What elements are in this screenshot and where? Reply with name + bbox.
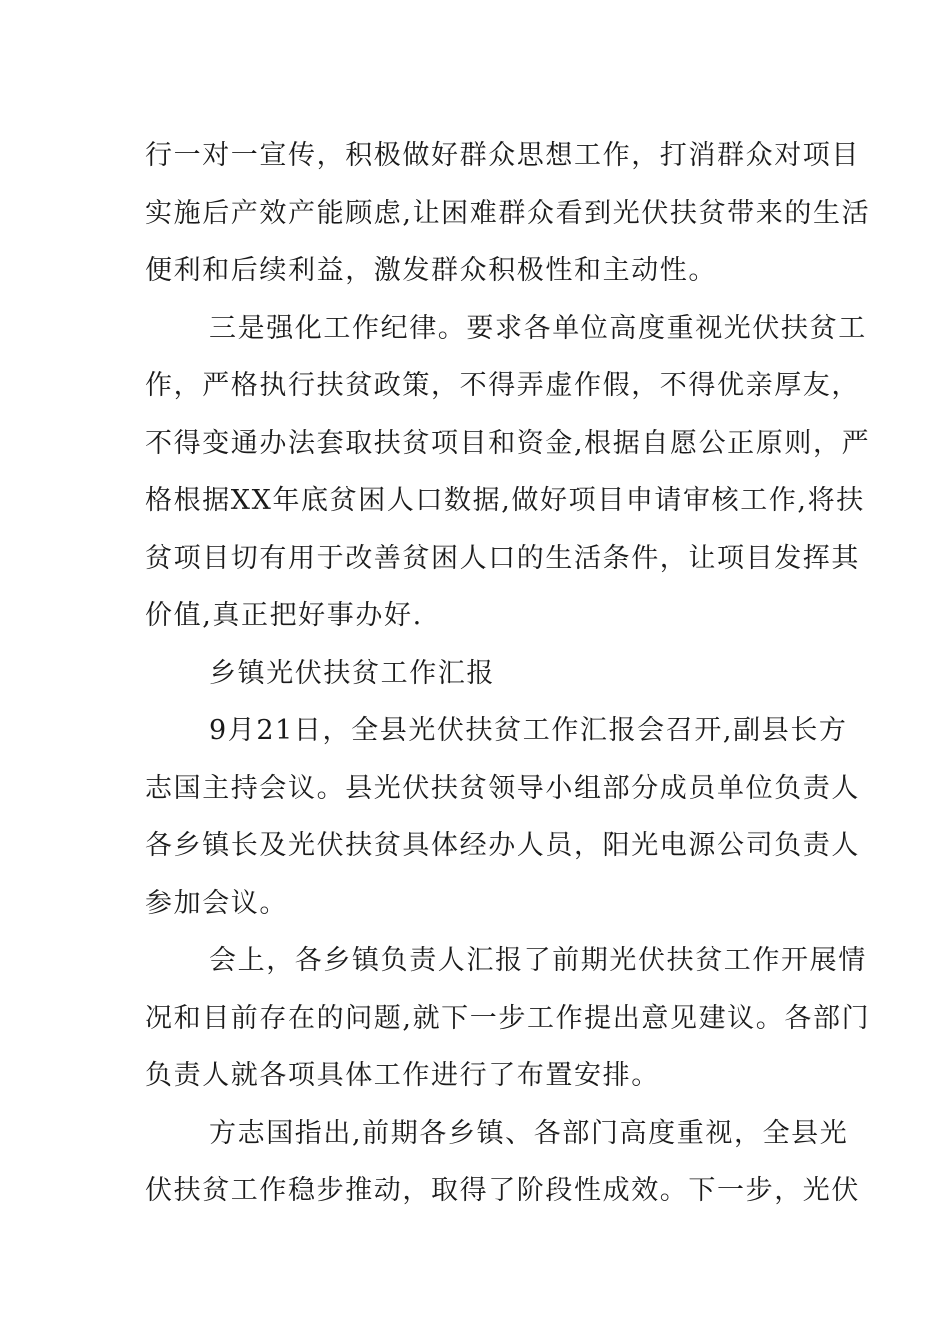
text-line: 价值,真正把好事办好. xyxy=(145,600,423,631)
text-line: 作，严格执行扶贫政策，不得弄虚作假，不得优亲厚友， xyxy=(145,370,860,401)
section-heading: 乡镇光伏扶贫工作汇报 xyxy=(209,657,495,689)
text-line: 不得变通办法套取扶贫项目和资金,根据自愿公正原则，严 xyxy=(145,427,871,459)
text-line: 行一对一宣传，积极做好群众思想工作，打消群众对项目 xyxy=(145,140,860,171)
text-line: 参加会议。 xyxy=(145,887,288,919)
text-line: 负责人就各项具体工作进行了布置安排。 xyxy=(145,1060,660,1091)
text-line: 实施后产效产能顾虑,让困难群众看到光伏扶贫带来的生活 xyxy=(145,197,871,229)
paragraph-first-line: 三是强化工作纪律。要求各单位高度重视光伏扶贫工 xyxy=(209,312,867,344)
text-line: 况和目前存在的问题,就下一步工作提出意见建议。各部门 xyxy=(145,1002,871,1034)
text-line: 格根据XX年底贫困人口数据,做好项目申请审核工作,将扶 xyxy=(145,485,865,516)
paragraph-first-line: 会上，各乡镇负责人汇报了前期光伏扶贫工作开展情 xyxy=(209,945,867,976)
document-body xyxy=(145,127,871,1220)
text-line: 便利和后续利益，激发群众积极性和主动性。 xyxy=(145,255,717,286)
text-line: 伏扶贫工作稳步推动，取得了阶段性成效。下一步，光伏 xyxy=(145,1175,860,1206)
text-line: 各乡镇长及光伏扶贫具体经办人员，阳光电源公司负责人 xyxy=(145,830,860,861)
text-line: 志国主持会议。县光伏扶贫领导小组部分成员单位负责人 xyxy=(145,772,860,804)
paragraph-first-line: 9月21日，全县光伏扶贫工作汇报会召开,副县长方 xyxy=(209,715,848,746)
text-line: 贫项目切有用于改善贫困人口的生活条件，让项目发挥其 xyxy=(145,542,860,574)
paragraph-first-line: 方志国指出,前期各乡镇、各部门高度重视，全县光 xyxy=(209,1117,849,1149)
